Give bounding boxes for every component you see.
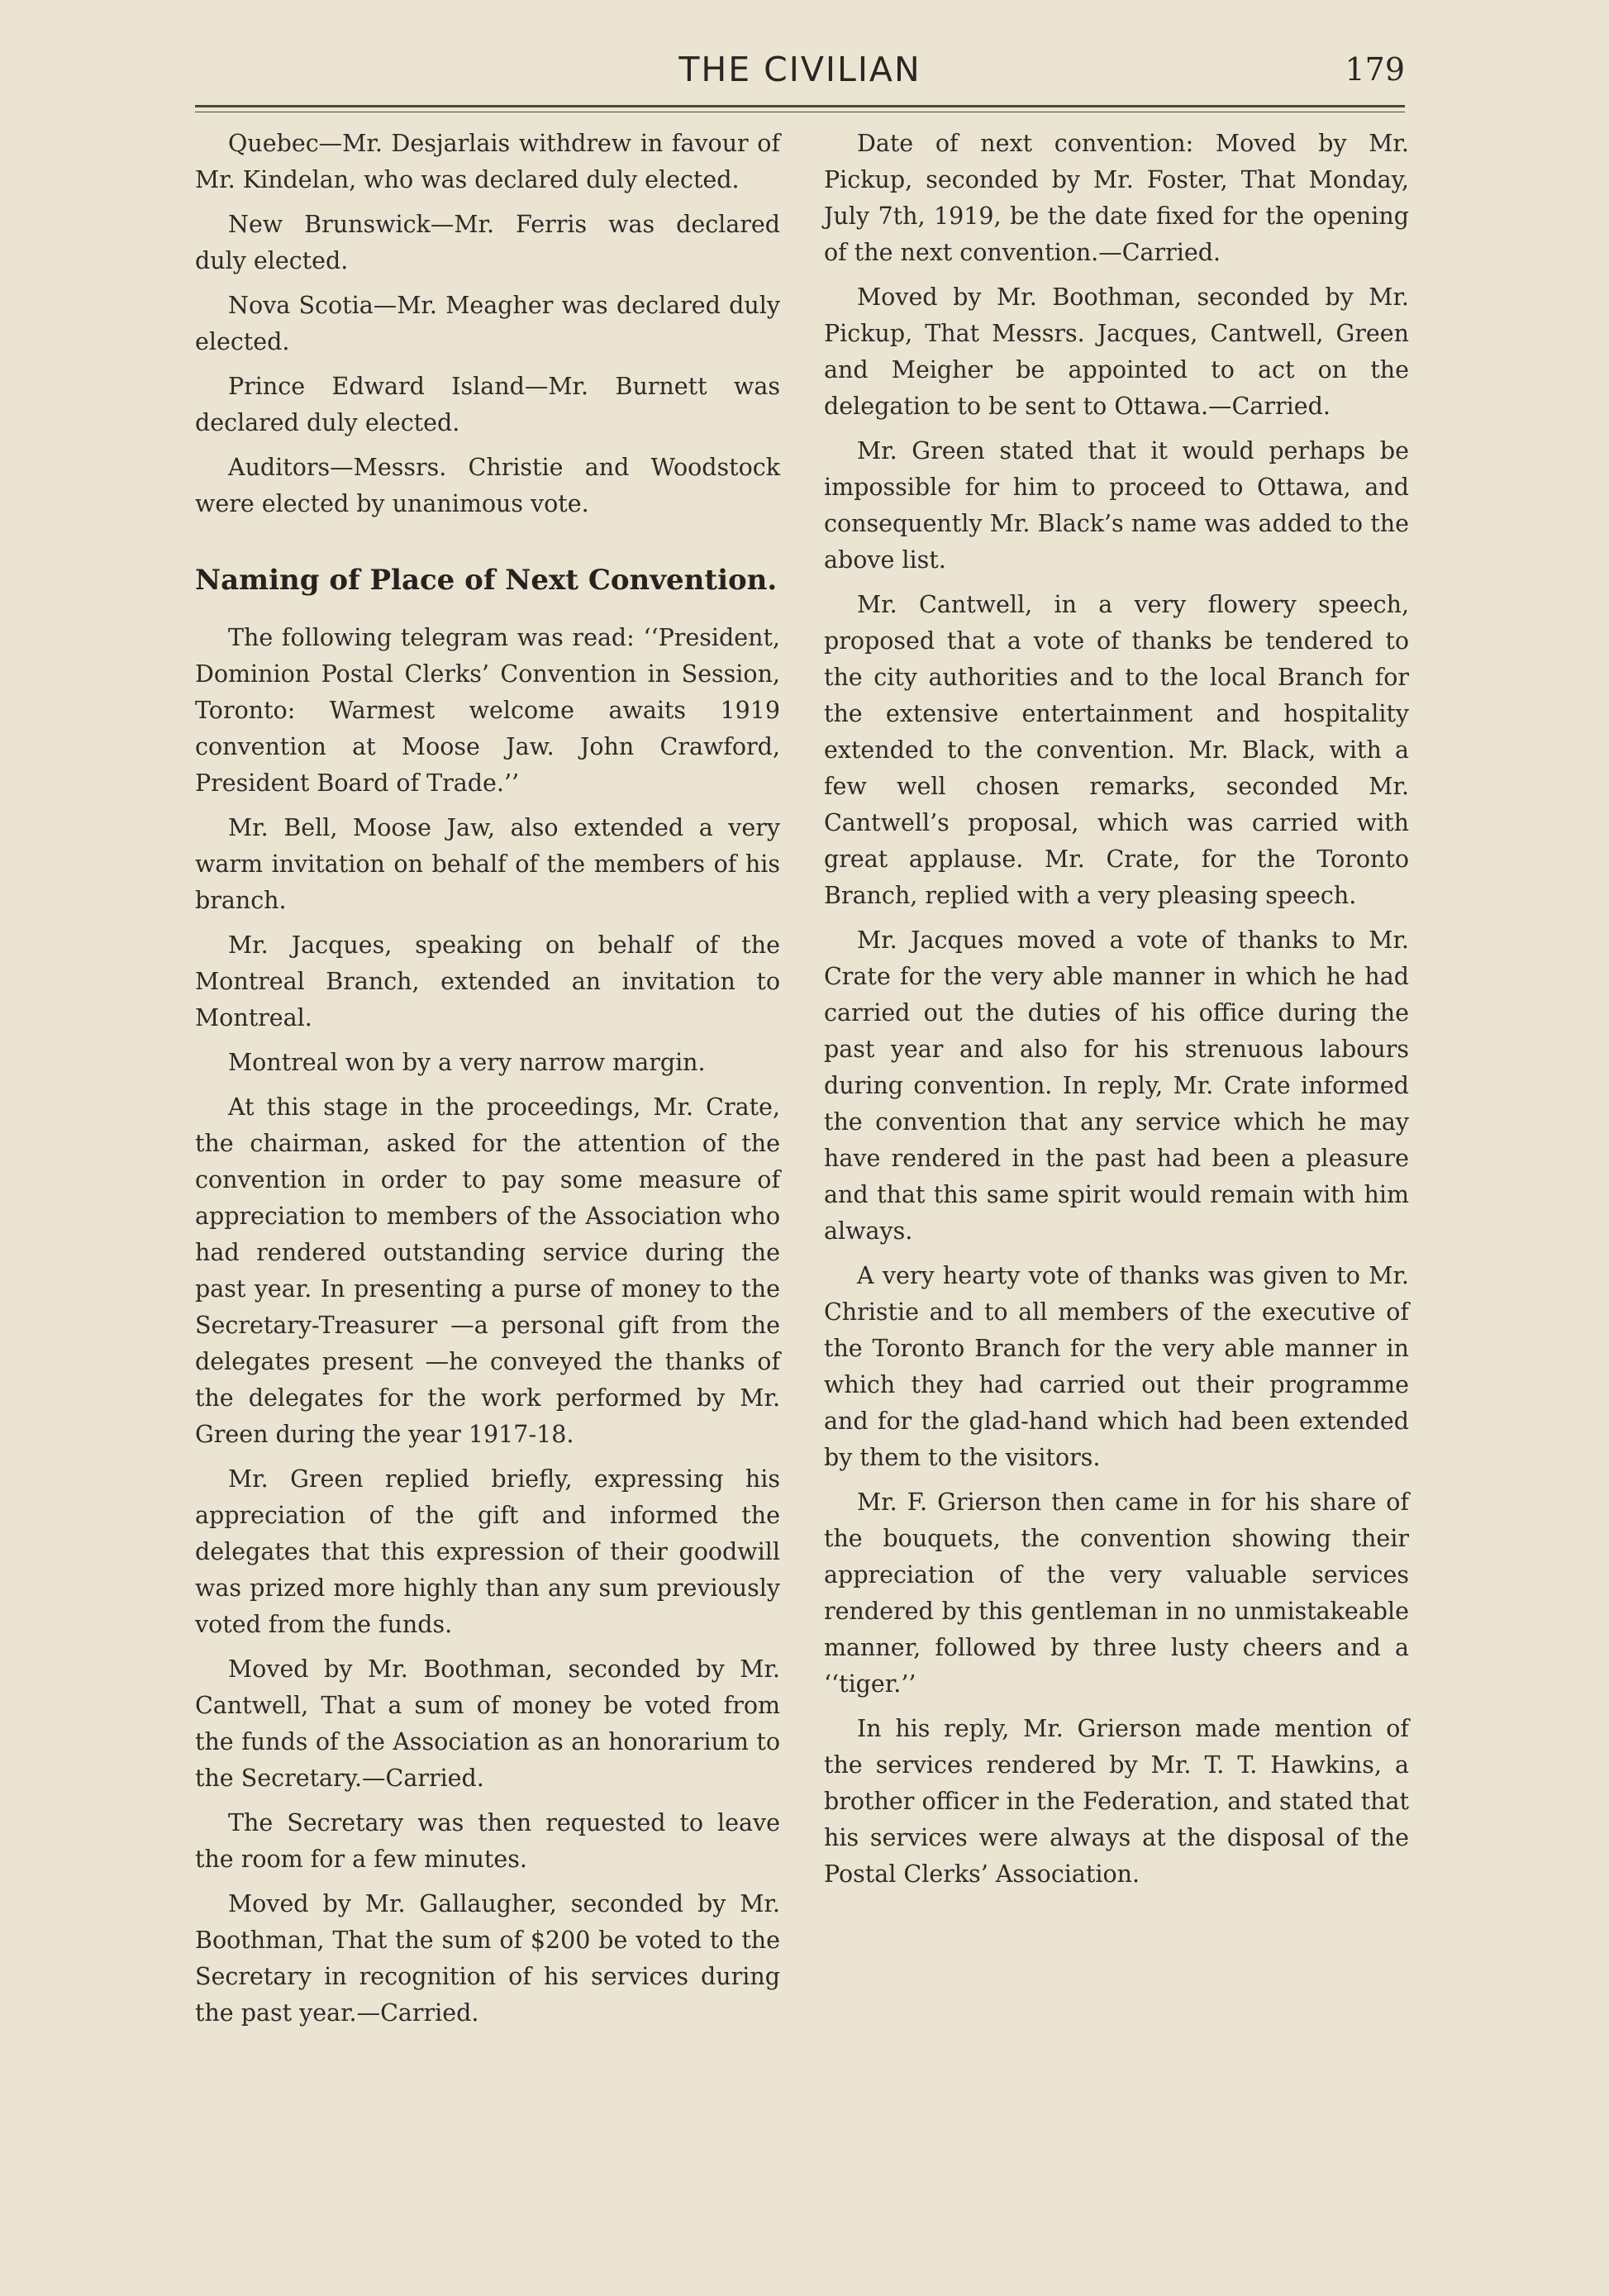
paragraph: Mr. Jacques, speaking on behalf of the Montreal Branch, extended an invitation to Montreal. — [195, 931, 780, 1031]
paragraph: Mr. Green replied briefly, expressing his appreciation of the gift and informed the delegates that this expression of their goodwill was prized more highly than any sum previously voted from the funds. — [195, 1465, 780, 1638]
paragraph: In his reply, Mr. Grierson made mention of the services rendered by Mr. T. T. Hawkins, a brother officer in the Federation, and stated that his services were always at the disposal of the Postal Clerks’ Association. — [824, 1715, 1409, 1888]
paragraph: Montreal won by a very narrow margin. — [228, 1049, 706, 1076]
paragraph: Mr. Jacques moved a vote of thanks to Mr. Crate for the very able manner in which he had carried out the duties of his office during the past year and also for his strenuous labours during convention. In reply, Mr. Crate informed the convention that any service which he may have rendered in the past had been a pleasure and that this same spirit would remain with him always. — [824, 926, 1409, 1245]
page-number: 179 — [1345, 51, 1405, 88]
paragraph: Auditors—Messrs. Christie and Woodstock were elected by unanimous vote. — [195, 454, 780, 517]
right-column — [824, 126, 1409, 1901]
paragraph: Mr. Bell, Moose Jaw, also extended a very warm invitation on behalf of the members of his branch. — [195, 814, 780, 914]
paragraph: Moved by Mr. Boothman, seconded by Mr. Pickup, That Messrs. Jacques, Cantwell, Green and Meigher be appointed to act on the delegation to be sent to Ottawa.—Carried. — [824, 283, 1409, 420]
section-heading: Naming of Place of Next Convention. — [195, 564, 778, 597]
paragraph: Mr. F. Grierson then came in for his share of the bouquets, the convention showing their appreciation of the very valuable services rendered by this gentleman in no unmistakeable manner, followed by three lusty cheers and a ‘‘tiger.’’ — [824, 1489, 1409, 1698]
paragraph: Mr. Green stated that it would perhaps be impossible for him to proceed to Ottawa, and consequently Mr. Black’s name was added to the above list. — [824, 437, 1409, 574]
paragraph: The Secretary was then requested to leave the room for a few minutes. — [195, 1809, 780, 1873]
paragraph: Quebec—Mr. Desjarlais withdrew in favour of Mr. Kindelan, who was declared duly elected. — [195, 130, 780, 193]
paragraph: New Brunswick—Mr. Ferris was declared duly elected. — [195, 211, 780, 274]
paragraph: Date of next convention: Moved by Mr. Pickup, seconded by Mr. Foster, That Monday, July 7th, 1919, be the date fixed for the opening of the next convention.—Carried. — [824, 130, 1409, 266]
paragraph: Prince Edward Island—Mr. Burnett was declared duly elected. — [195, 373, 780, 436]
page-header — [195, 50, 1405, 99]
running-title: THE CIVILIAN — [678, 50, 921, 89]
left-column — [195, 126, 780, 2040]
paragraph: Moved by Mr. Boothman, seconded by Mr. Cantwell, That a sum of money be voted from the funds of the Association as an honorarium to the Secretary.—Carried. — [195, 1655, 780, 1792]
paragraph: At this stage in the proceedings, Mr. Crate, the chairman, asked for the attention of the convention in order to pay some measure of appreciation to members of the Association who had rendered outstanding service during the past year. In presenting a purse of money to the Secretary-Treasurer —a personal gift from the delegates present —he conveyed the thanks of the delegates for the work performed by Mr. Green during the year 1917-18. — [195, 1093, 780, 1448]
paragraph: A very hearty vote of thanks was given to Mr. Christie and to all members of the executive of the Toronto Branch for the very able manner in which they had carried out their programme and for the glad-hand which had been extended by them to the visitors. — [824, 1262, 1409, 1471]
paragraph: The following telegram was read: ‘‘President, Dominion Postal Clerks’ Convention in Session, Toronto: Warmest welcome awaits 1919 convention at Moose Jaw. John Crawford, President Board of Trade.’’ — [195, 624, 780, 797]
header-rule — [195, 105, 1405, 107]
paragraph: Nova Scotia—Mr. Meagher was declared duly elected. — [195, 292, 780, 355]
paragraph: Mr. Cantwell, in a very flowery speech, proposed that a vote of thanks be tendered to the city authorities and to the local Branch for the extensive entertainment and hospitality extended to the convention. Mr. Black, with a few well chosen remarks, seconded Mr. Cantwell’s proposal, which was carried with great applause. Mr. Crate, for the Toronto Branch, replied with a very pleasing speech. — [824, 591, 1409, 909]
paragraph: Moved by Mr. Gallaugher, seconded by Mr. Boothman, That the sum of $200 be voted to the Secretary in recognition of his services during the past year.—Carried. — [195, 1890, 780, 2027]
